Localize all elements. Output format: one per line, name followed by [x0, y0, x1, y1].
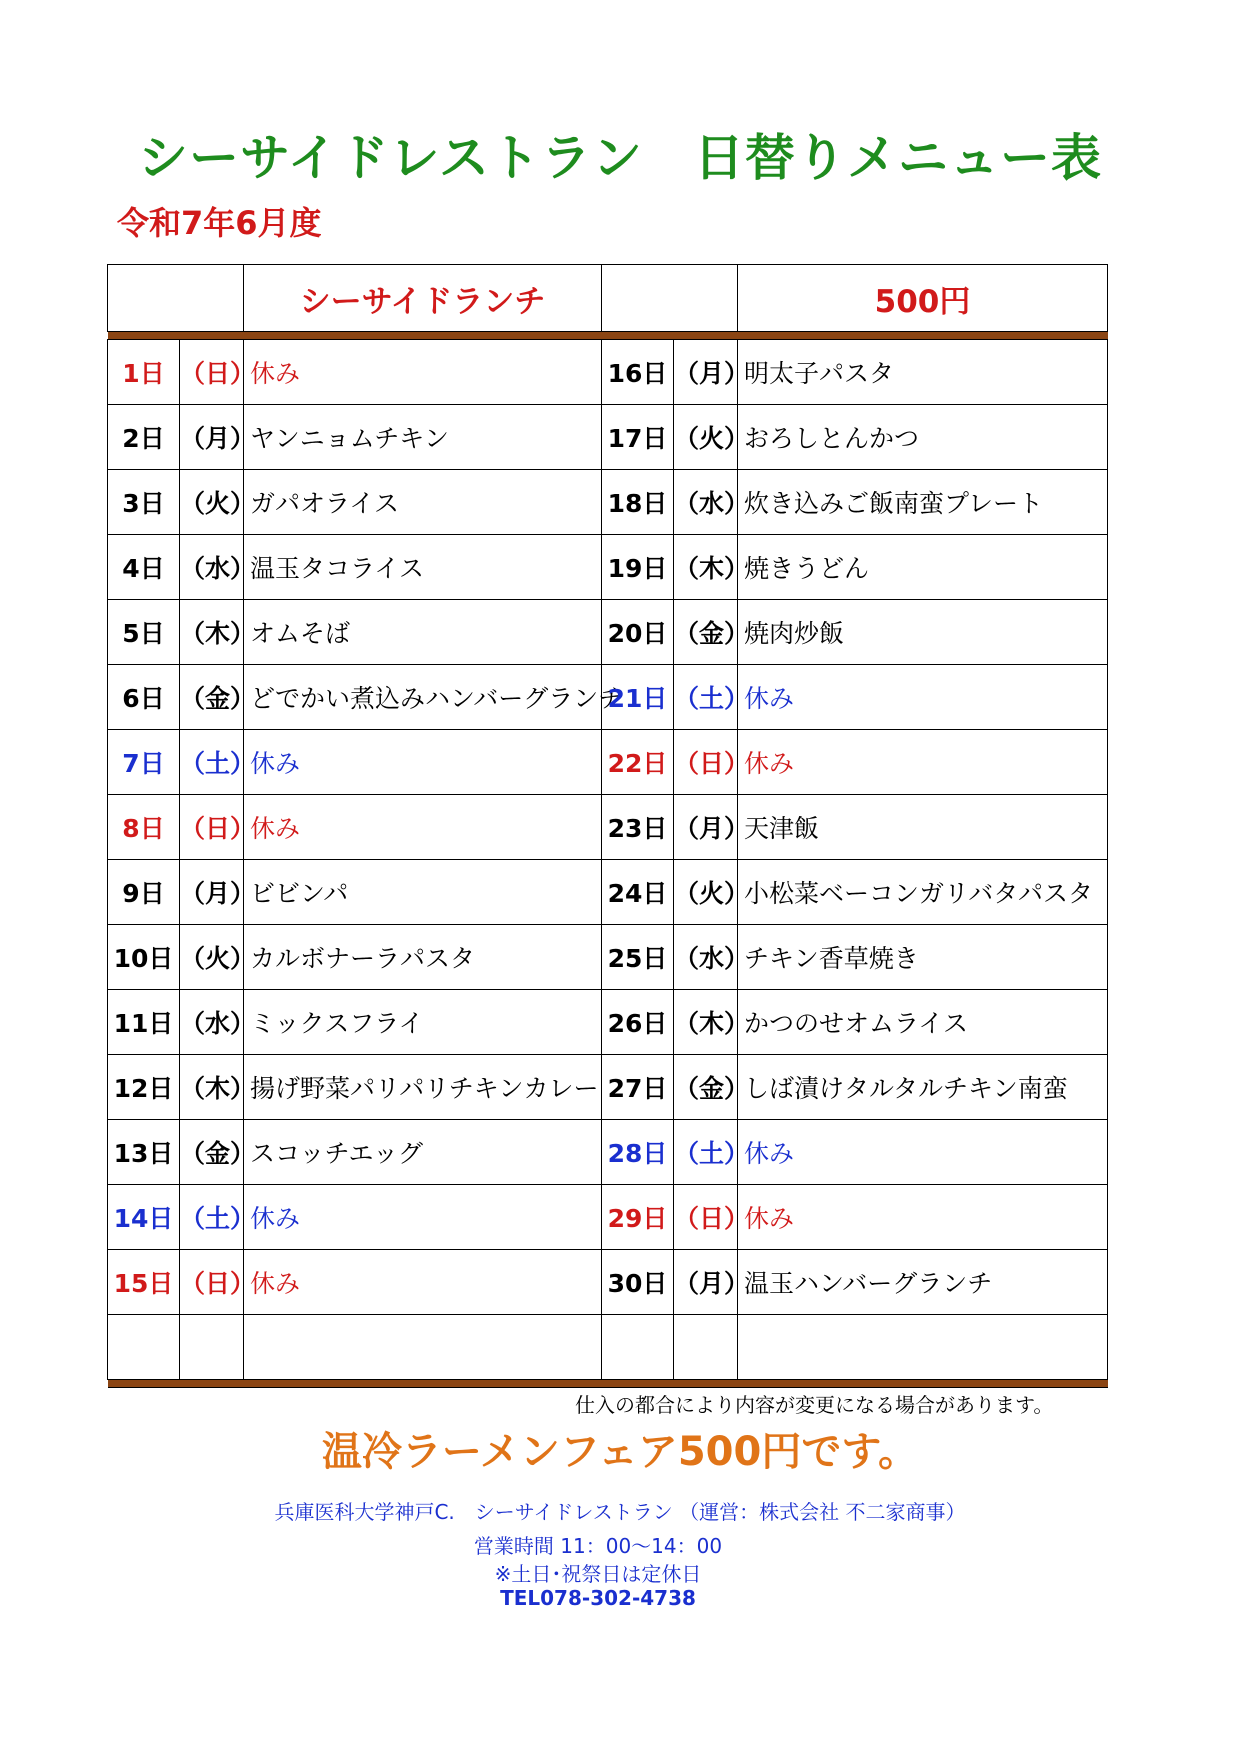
weekday: （水） — [180, 990, 244, 1055]
table-header-row — [108, 265, 1108, 332]
weekday: （水） — [674, 470, 738, 535]
menu-item: ミックスフライ — [244, 990, 602, 1055]
weekday: （火） — [674, 405, 738, 470]
weekday: （日） — [674, 730, 738, 795]
menu-item: 炊き込みご飯南蛮プレート — [738, 470, 1108, 535]
menu-item: しば漬けタルタルチキン南蛮 — [738, 1055, 1108, 1120]
menu-item: 休み — [738, 1185, 1108, 1250]
header-menu-name: シーサイドランチ — [244, 265, 602, 332]
day-number: 10日 — [108, 925, 180, 990]
table-row — [108, 795, 1108, 860]
weekday: （日） — [180, 795, 244, 860]
weekday: （月） — [180, 860, 244, 925]
weekday: （土） — [180, 730, 244, 795]
footer-hours: 営業時間 11：00～14：00 — [473, 1534, 723, 1558]
empty-cell — [674, 1315, 738, 1380]
day-number: 11日 — [108, 990, 180, 1055]
weekday: （土） — [674, 1120, 738, 1185]
day-number: 17日 — [602, 405, 674, 470]
table-row — [108, 600, 1108, 665]
menu-item: どでかい煮込みハンバーグランチ — [244, 665, 602, 730]
menu-item: 明太子パスタ — [738, 340, 1108, 405]
day-number: 26日 — [602, 990, 674, 1055]
weekday: （水） — [180, 535, 244, 600]
header-blank-cell — [108, 265, 244, 332]
menu-item: 焼肉炒飯 — [738, 600, 1108, 665]
footer-phone: TEL078-302-4738 — [500, 1586, 696, 1610]
weekday: （月） — [674, 795, 738, 860]
menu-item: スコッチエッグ — [244, 1120, 602, 1185]
day-number: 6日 — [108, 665, 180, 730]
day-number: 13日 — [108, 1120, 180, 1185]
menu-item: おろしとんかつ — [738, 405, 1108, 470]
table-row — [108, 470, 1108, 535]
day-number: 25日 — [602, 925, 674, 990]
month-label: 令和7年6月度 — [117, 204, 322, 242]
day-number: 20日 — [602, 600, 674, 665]
weekday: （日） — [674, 1185, 738, 1250]
day-number: 16日 — [602, 340, 674, 405]
table-row — [108, 860, 1108, 925]
header-price: 500円 — [738, 265, 1108, 332]
menu-item: 休み — [244, 795, 602, 860]
menu-table — [107, 264, 1108, 1388]
footer-closed-days: ※土日･祝祭日は定休日 — [494, 1562, 702, 1586]
table-row-empty — [108, 1315, 1108, 1380]
weekday: （金） — [674, 1055, 738, 1120]
weekday: （金） — [674, 600, 738, 665]
table-row — [108, 405, 1108, 470]
weekday: （金） — [180, 665, 244, 730]
menu-item: 休み — [244, 730, 602, 795]
page-title: シーサイドレストラン 日替りメニュー表 — [138, 129, 1102, 187]
day-number: 5日 — [108, 600, 180, 665]
menu-item: かつのせオムライス — [738, 990, 1108, 1055]
weekday: （木） — [674, 990, 738, 1055]
weekday: （日） — [180, 340, 244, 405]
weekday: （土） — [180, 1185, 244, 1250]
weekday: （月） — [674, 1250, 738, 1315]
fair-announcement: 温冷ラーメンフェア500円です。 — [321, 1429, 919, 1475]
menu-item: 休み — [738, 730, 1108, 795]
day-number: 8日 — [108, 795, 180, 860]
empty-cell — [244, 1315, 602, 1380]
weekday: （木） — [674, 535, 738, 600]
menu-item: 天津飯 — [738, 795, 1108, 860]
day-number: 15日 — [108, 1250, 180, 1315]
day-number: 27日 — [602, 1055, 674, 1120]
day-number: 30日 — [602, 1250, 674, 1315]
change-notice: 仕入の都合により内容が変更になる場合があります。 — [575, 1393, 1054, 1417]
weekday: （火） — [180, 470, 244, 535]
menu-item: 休み — [244, 1185, 602, 1250]
weekday: （土） — [674, 665, 738, 730]
weekday: （木） — [180, 600, 244, 665]
menu-item: カルボナーラパスタ — [244, 925, 602, 990]
day-number: 28日 — [602, 1120, 674, 1185]
day-number: 2日 — [108, 405, 180, 470]
day-number: 1日 — [108, 340, 180, 405]
table-row — [108, 1120, 1108, 1185]
menu-item: 休み — [738, 1120, 1108, 1185]
footer-rule — [108, 1380, 1108, 1388]
weekday: （木） — [180, 1055, 244, 1120]
menu-item: 休み — [738, 665, 1108, 730]
day-number: 29日 — [602, 1185, 674, 1250]
day-number: 21日 — [602, 665, 674, 730]
weekday: （月） — [180, 405, 244, 470]
day-number: 7日 — [108, 730, 180, 795]
day-number: 22日 — [602, 730, 674, 795]
header-blank-cell — [602, 265, 738, 332]
menu-item: チキン香草焼き — [738, 925, 1108, 990]
header-rule — [108, 332, 1108, 340]
weekday: （月） — [674, 340, 738, 405]
menu-item: 休み — [244, 340, 602, 405]
day-number: 18日 — [602, 470, 674, 535]
weekday: （金） — [180, 1120, 244, 1185]
menu-item: 揚げ野菜パリパリチキンカレー — [244, 1055, 602, 1120]
table-row — [108, 1250, 1108, 1315]
empty-cell — [738, 1315, 1108, 1380]
table-row — [108, 665, 1108, 730]
weekday: （日） — [180, 1250, 244, 1315]
menu-item: ガパオライス — [244, 470, 602, 535]
menu-item: ビビンパ — [244, 860, 602, 925]
day-number: 23日 — [602, 795, 674, 860]
day-number: 24日 — [602, 860, 674, 925]
menu-item: 焼きうどん — [738, 535, 1108, 600]
weekday: （火） — [180, 925, 244, 990]
weekday: （水） — [674, 925, 738, 990]
day-number: 9日 — [108, 860, 180, 925]
day-number: 3日 — [108, 470, 180, 535]
table-row — [108, 1055, 1108, 1120]
menu-item: 小松菜ベーコンガリバタパスタ — [738, 860, 1108, 925]
day-number: 12日 — [108, 1055, 180, 1120]
table-row — [108, 340, 1108, 405]
table-row — [108, 535, 1108, 600]
table-row — [108, 925, 1108, 990]
table-row — [108, 1185, 1108, 1250]
menu-item: 温玉タコライス — [244, 535, 602, 600]
menu-item: オムそば — [244, 600, 602, 665]
empty-cell — [180, 1315, 244, 1380]
day-number: 14日 — [108, 1185, 180, 1250]
day-number: 19日 — [602, 535, 674, 600]
menu-item: 休み — [244, 1250, 602, 1315]
table-row — [108, 990, 1108, 1055]
day-number: 4日 — [108, 535, 180, 600]
weekday: （火） — [674, 860, 738, 925]
menu-item: ヤンニョムチキン — [244, 405, 602, 470]
footer-organization: 兵庫医科大学神戸C. シーサイドレストラン （運営：株式会社 不二家商事） — [274, 1500, 966, 1524]
table-row — [108, 730, 1108, 795]
empty-cell — [108, 1315, 180, 1380]
empty-cell — [602, 1315, 674, 1380]
menu-item: 温玉ハンバーグランチ — [738, 1250, 1108, 1315]
